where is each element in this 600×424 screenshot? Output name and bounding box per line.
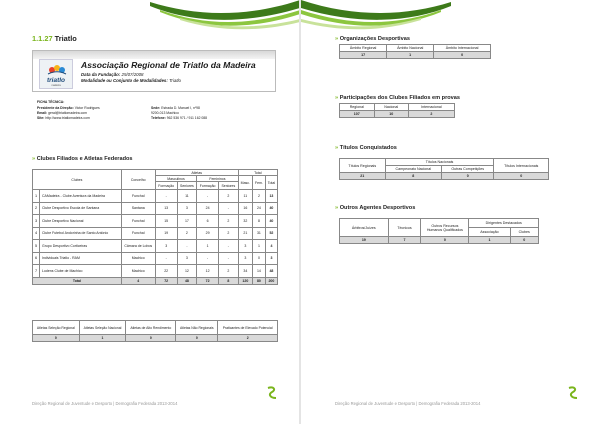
site-link[interactable]: http://www.triatlomadeira.com (45, 116, 90, 120)
table-row: 1 CAMadeira - Clube Aventura da Madeira Funchal - 11 - 2 11 2 13 (33, 190, 278, 203)
participation-table: Regional Nacional Internacional 107 10 2 (339, 103, 455, 118)
agents-table: Árbitros/Juízes Técnicos Outros Recursos Humanos Qualificados Dirigentes Destacados Associação Clubes 19 7 0 1 0 (339, 218, 539, 244)
footer-logo-icon (266, 386, 278, 400)
org-heading: » Organizações Desportivas (335, 36, 410, 42)
email-link[interactable]: geral@triatlomadeira.com (48, 111, 88, 115)
titles-table: Títulos Regionais Títulos Nacionais Títulos Internacionais Campeonato Nacional Outras Competições 21 8 0 0 (339, 158, 549, 180)
table-row: 2 Clube Desportivo Escola de Santana Santana 13 3 24 - 16 24 40 (33, 202, 278, 215)
table-row: 0 1 0 0 2 (33, 335, 278, 342)
left-page: 1.1.27 Triatlo triatlo madeira Associação Regional de Triatlo da Madeira Data da Fundação: 25/07/2008 Modalidade ou Conjunto de Modalidades: Triatlo FICHA TÉCNICA: Presidente da Direção: Victor Rodrigues Email: geral@triatlomadeira.com Site: http://www.triatlomadeira.com Sede: Estrada D. Manuel I, nº98 9200-013 Machico Telefone: 962 536 971 / 911 162 088 » Clubes Filiados e Atletas Federados Clubes Concelho Atletas Total Masculinos Femininos Masc. Fem. Total Formação Seniores Formação Seniores 1 CAMadeira - Clube Aventura da Madeira Funchal - 11 - 2 11 2 13 2 Clube Desportivo Escola de Santana Santana 13 3 24 - 16 24 40 3 Clube Desportivo Nacional Funchal 15 17 6 2 32 8 40 4 Clube Futebol Andorinha de Santo António Funchal 19 2 29 2 21 31 52 5 Grupo Desportivo Corticeiras Câmara de Lobos 3 - 1 - 3 1 4 6 Individuais Triatlo - RAM Machico - 3 - - 3 0 3 7 Ludens Clube de Machico Machico 22 12 12 2 34 14 48 Total 4 72 48 72 8 120 80 200 Atletas Seleção Regional Atletas Seleção Nacional Atletas de Alto Rendimento Atletas Não Regionais Praticantes de Elevado Potencial 0 1 0 0 2 Direção Regional de Juventude e Desporto | Demografia Federada 2013-2014 (0, 0, 299, 424)
clubs-table: Clubes Concelho Atletas Total Masculinos Femininos Masc. Fem. Total Formação Seniores Formação Seniores 1 CAMadeira - Clube Aventura da Madeira Funchal - 11 - 2 11 2 13 2 Clube Desportivo Escola de Santana Santana 13 3 24 - 16 24 40 3 Clube Desportivo Nacional Funchal 15 17 6 2 32 8 40 4 Clube Futebol Andorinha de Santo António Funchal 19 2 29 2 21 31 52 5 Grupo Desportivo Corticeiras Câmara de Lobos 3 - 1 - 3 1 4 6 Individuais Triatlo - RAM Machico - 3 - - 3 0 3 7 Ludens Clube de Machico Machico 22 12 12 2 34 14 48 Total 4 72 48 72 8 120 80 200 (32, 169, 278, 285)
organizations-table: Âmbito Regional Âmbito Nacional Âmbito Internacional 17 1 0 (339, 44, 491, 59)
page-footer: Direção Regional de Juventude e Desporto | Demografia Federada 2013-2014 (32, 401, 178, 406)
table-row: 19 7 0 1 0 (340, 237, 539, 244)
table-row: 17 1 0 (340, 52, 491, 59)
table-row: 21 8 0 0 (340, 173, 549, 180)
footer-logo-icon (567, 386, 579, 400)
titles-heading: » Títulos Conquistados (335, 145, 397, 151)
association-card (32, 50, 276, 92)
participation-heading: » Participações dos Clubes Filiados em provas (335, 95, 460, 101)
clubs-heading: » Clubes Filiados e Atletas Federados (32, 156, 133, 162)
modality-line: Modalidade ou Conjunto de Modalidades: Triatlo (81, 78, 181, 83)
table-row: 107 10 2 (340, 111, 455, 118)
association-name: Associação Regional de Triatlo da Madeira (81, 60, 256, 70)
association-logo: triatlo madeira (39, 59, 73, 89)
table-row: 7 Ludens Clube de Machico Machico 22 12 12 2 34 14 48 (33, 265, 278, 278)
founded-line: Data da Fundação: 25/07/2008 (81, 72, 144, 77)
page-footer: Direção Regional de Juventude e Desporto | Demografia Federada 2013-2014 (335, 401, 481, 406)
table-row: 4 Clube Futebol Andorinha de Santo António Funchal 19 2 29 2 21 31 52 (33, 227, 278, 240)
section-name: Triatlo (54, 34, 77, 43)
table-row: 3 Clube Desportivo Nacional Funchal 15 17 6 2 32 8 40 (33, 215, 278, 228)
table-row: 5 Grupo Desportivo Corticeiras Câmara de Lobos 3 - 1 - 3 1 4 (33, 240, 278, 253)
athletes-summary-table: Atletas Seleção Regional Atletas Seleção Nacional Atletas de Alto Rendimento Atletas Não Regionais Praticantes de Elevado Potencial 0 1 0 0 2 (32, 320, 278, 342)
decorative-swoosh (150, 0, 299, 34)
section-number: 1.1.27 (32, 34, 53, 43)
section-heading (32, 34, 77, 43)
decorative-swoosh (301, 0, 451, 34)
agents-heading: » Outros Agentes Desportivos (335, 205, 416, 211)
right-page (301, 0, 600, 424)
table-row: 6 Individuais Triatlo - RAM Machico - 3 - - 3 0 3 (33, 252, 278, 265)
total-row: Total 4 72 48 72 8 120 80 200 (33, 277, 278, 284)
